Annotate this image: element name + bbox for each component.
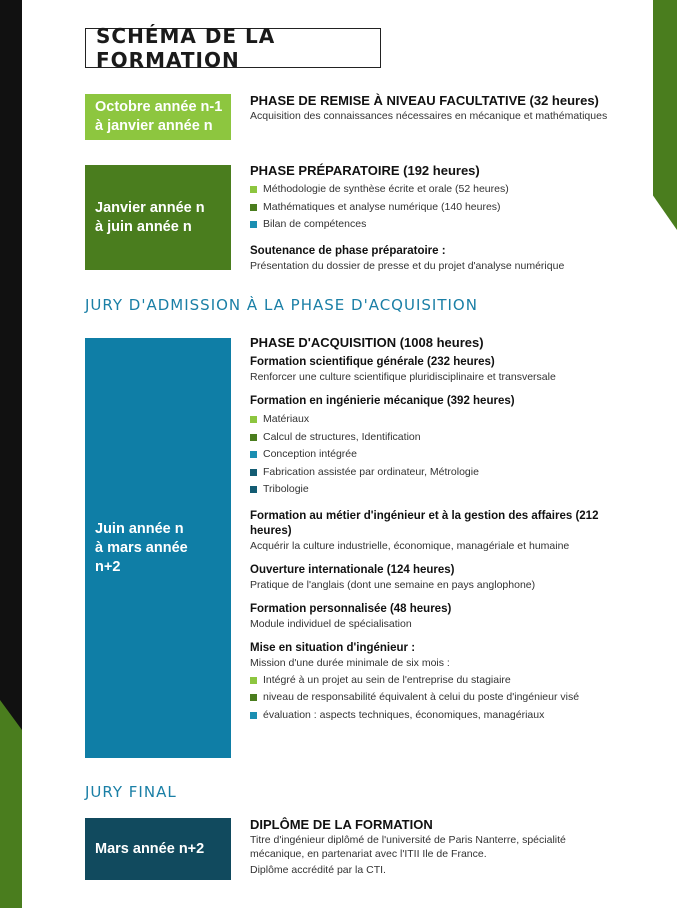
- phase-remise-a-niveau: [250, 92, 620, 123]
- section-3-title: Formation au métier d'ingénieur et à la gestion des affaires (212 heures): [250, 509, 599, 537]
- list-item-text: Conception intégrée: [263, 448, 357, 460]
- list-item: [250, 689, 620, 707]
- period-tag-4-line-1: Mars année n+2: [95, 840, 205, 857]
- bullet-square-icon: [250, 677, 257, 684]
- bullet-square-icon: [250, 416, 257, 423]
- section-4-title: Ouverture internationale (124 heures): [250, 563, 455, 576]
- list-item: [250, 707, 620, 725]
- phase-2-list: [250, 181, 620, 234]
- list-item-text: Tribologie: [263, 483, 309, 495]
- section-1-title: Formation scientifique générale (232 heures): [250, 356, 495, 368]
- period-tag-2-line-2: à juin année n: [95, 218, 192, 235]
- section-3-desc: Acquérir la culture industrielle, économique, managériale et humaine: [250, 539, 570, 552]
- list-item-text: Matériaux: [263, 413, 310, 425]
- list-item: [250, 411, 620, 429]
- period-tag-1-line-2: à janvier année n: [95, 118, 213, 134]
- left-green-decor: [0, 700, 22, 908]
- section-4-desc: Pratique de l'anglais (dont une semaine en pays anglophone): [250, 578, 536, 591]
- list-item: [250, 481, 620, 499]
- list-item-text: Intégré à un projet au sein de l'entreprise du stagiaire: [263, 673, 511, 686]
- section-2-title: Formation en ingénierie mécanique (392 heures): [250, 395, 515, 407]
- phase-4-desc-2: Diplôme accrédité par la CTI.: [250, 864, 386, 876]
- bullet-square-icon: [250, 434, 257, 441]
- list-item: [250, 429, 620, 447]
- phase-4-desc-1: Titre d'ingénieur diplômé de l'université de Paris Nanterre, spécialité mécanique, en partenariat avec l'ITII Ile de France.: [250, 834, 566, 860]
- section-5-desc: Module individuel de spécialisation: [250, 617, 412, 630]
- period-tag-1-line-1: Octobre année n-1: [95, 99, 223, 115]
- period-tag-3-line-3: n+2: [95, 558, 121, 575]
- list-item-text: évaluation : aspects techniques, économiques, managériaux: [263, 708, 545, 721]
- section-5-title: Formation personnalisée (48 heures): [250, 602, 452, 615]
- period-tag-2: [85, 165, 231, 270]
- list-item: [250, 446, 620, 464]
- section-jury-final: JURY FINAL: [85, 783, 177, 801]
- phase-1-title: PHASE DE REMISE À NIVEAU FACULTATIVE (32 heures): [250, 93, 599, 108]
- list-item: [250, 216, 620, 234]
- section-6-title: Mise en situation d'ingénieur :: [250, 641, 416, 654]
- phase-2-title: PHASE PRÉPARATOIRE (192 heures): [250, 163, 480, 178]
- section-1-desc: Renforcer une culture scientifique pluridisciplinaire et transversale: [250, 371, 556, 383]
- list-item: [250, 199, 620, 217]
- bullet-square-icon: [250, 469, 257, 476]
- bullet-square-icon: [250, 712, 257, 719]
- list-item-text: Méthodologie de synthèse écrite et orale (52 heures): [263, 183, 509, 195]
- phase-2-sub-desc: Présentation du dossier de presse et du projet d'analyse numérique: [250, 259, 565, 272]
- list-item-text: Mathématiques et analyse numérique (140 heures): [263, 200, 501, 213]
- phase-3-title: PHASE D'ACQUISITION (1008 heures): [250, 335, 484, 350]
- bullet-square-icon: [250, 486, 257, 493]
- period-tag-2-line-1: Janvier année n: [95, 199, 205, 216]
- phase-acquisition: [250, 334, 620, 724]
- bullet-square-icon: [250, 451, 257, 458]
- section-2-list: [250, 411, 620, 499]
- diplome-formation: [250, 816, 620, 877]
- list-item: [250, 464, 620, 482]
- list-item: [250, 181, 620, 199]
- bullet-square-icon: [250, 221, 257, 228]
- list-item: [250, 672, 620, 690]
- period-tag-3-line-1: Juin année n: [95, 520, 184, 537]
- section-6-desc: Mission d'une durée minimale de six mois :: [250, 656, 450, 669]
- bullet-square-icon: [250, 186, 257, 193]
- period-tag-3-line-2: à mars année: [95, 539, 188, 556]
- phase-preparatoire: [250, 162, 620, 273]
- list-item-text: Bilan de compétences: [263, 218, 367, 230]
- bullet-square-icon: [250, 694, 257, 701]
- bullet-square-icon: [250, 204, 257, 211]
- period-tag-3: [85, 338, 231, 758]
- section-6-list: [250, 672, 620, 725]
- section-jury-admission: JURY D'ADMISSION À LA PHASE D'ACQUISITION: [85, 296, 478, 314]
- phase-2-sub-title: Soutenance de phase préparatoire :: [250, 244, 446, 257]
- list-item-text: Calcul de structures, Identification: [263, 430, 421, 443]
- list-item-text: Fabrication assistée par ordinateur, Métrologie: [263, 465, 479, 478]
- right-green-decor: [653, 0, 677, 230]
- period-tag-4: [85, 818, 231, 880]
- phase-4-title: DIPLÔME DE LA FORMATION: [250, 817, 433, 832]
- page-title: SCHÉMA DE LA FORMATION: [85, 28, 381, 68]
- phase-1-desc: Acquisition des connaissances nécessaires en mécanique et mathématiques: [250, 110, 608, 122]
- period-tag-1: [85, 94, 231, 140]
- list-item-text: niveau de responsabilité équivalent à celui du poste d'ingénieur visé: [263, 691, 580, 703]
